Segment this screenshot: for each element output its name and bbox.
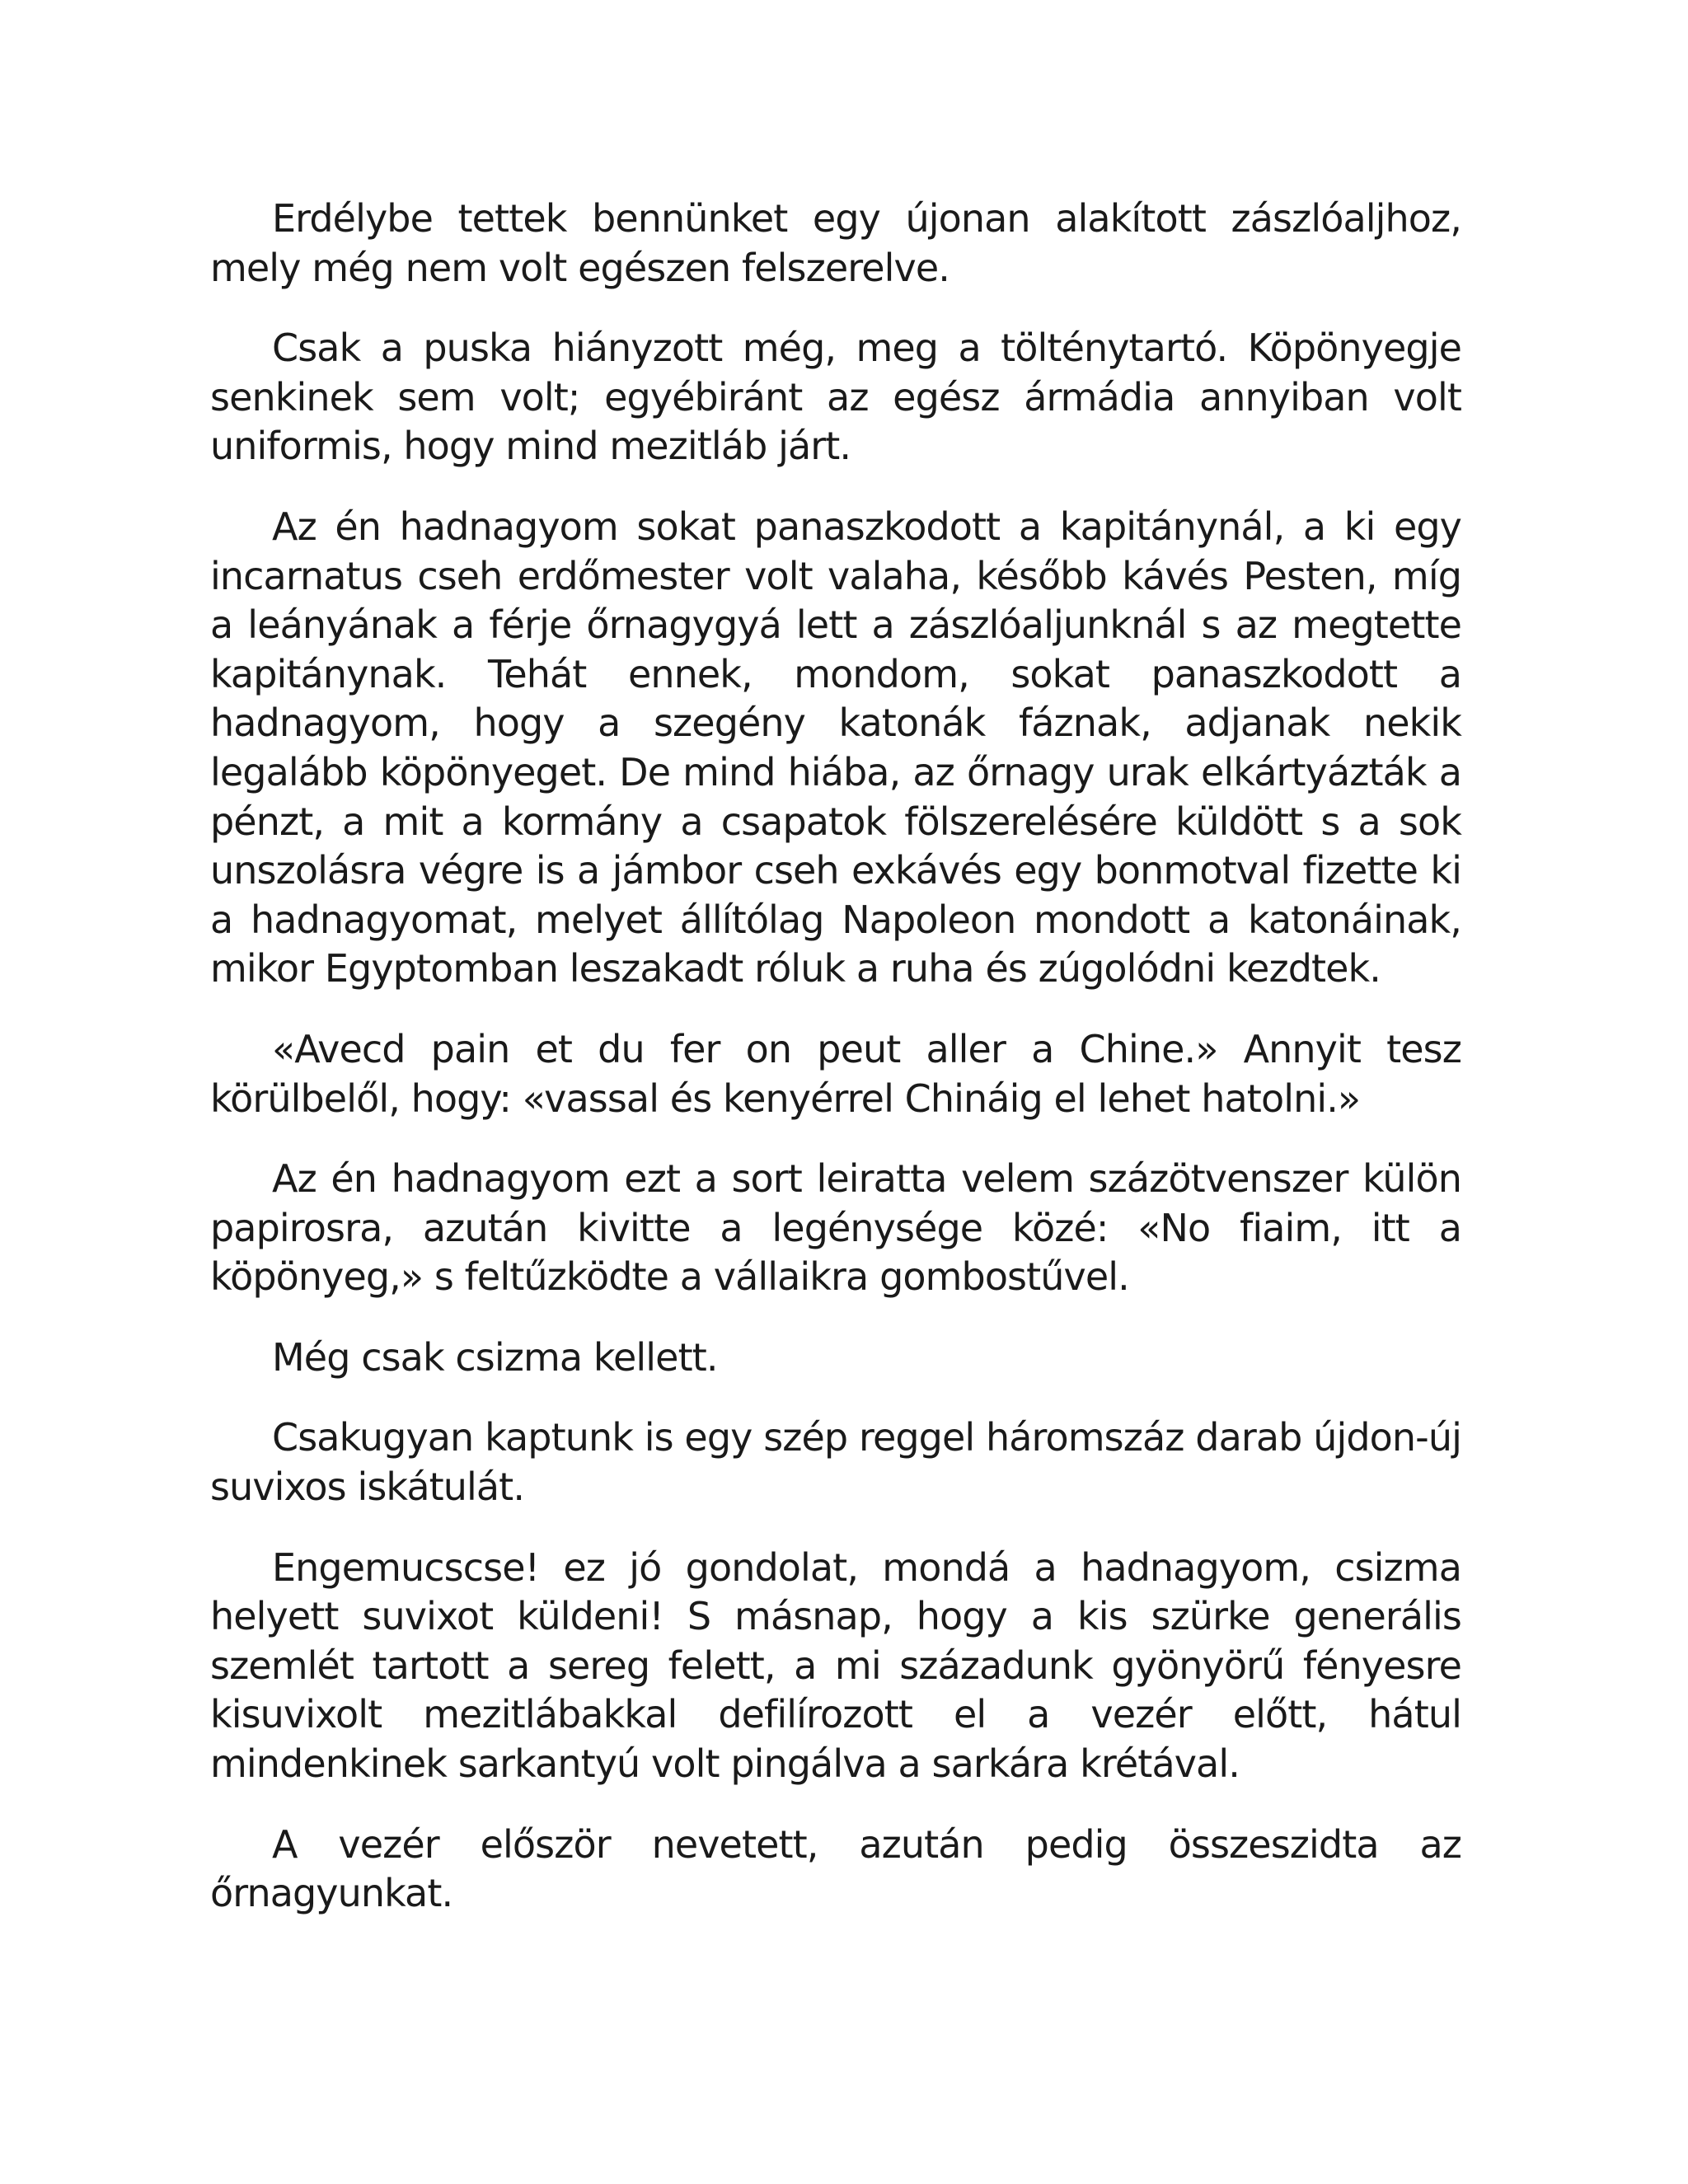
paragraph-4: «Avecd pain et du fer on peut aller a Chine.» Annyit tesz körülbelől, hogy: «vassal és kenyérrel Chináig el lehet hatolni.» xyxy=(210,1026,1461,1121)
paragraph-6: Még csak csizma kellett. xyxy=(272,1334,718,1380)
paragraph-9: A vezér először nevetett, azután pedig összeszidta az őrnagyunkat. xyxy=(210,1821,1461,1916)
paragraph-7: Csakugyan kaptunk is egy szép reggel háromszáz darab újdon-új suvixos iskátulát. xyxy=(210,1415,1461,1510)
body-text xyxy=(210,194,1461,1950)
paragraph-8: Engemucscse! ez jó gondolat, mondá a hadnagyom, csizma helyett suvixot küldeni! S másnap, hogy a kis szürke generális szemlét tartott a sereg felett, a mi századunk gyönyörű fényesre kisuvixolt mezitlábakkal defilírozott el a vezér előtt, hátul mindenkinek sarkantyú volt pingálva a sarkára krétával. xyxy=(210,1544,1461,1787)
paragraph-2: Csak a puska hiányzott még, meg a tölténytartó. Köpönyegje senkinek sem volt; egyébiránt az egész ármádia annyiban volt uniformis, hogy mind mezitláb járt. xyxy=(210,326,1461,469)
paragraph-3: Az én hadnagyom sokat panaszkodott a kapitánynál, a ki egy incarnatus cseh erdőmester volt valaha, később kávés Pesten, míg a leányának a férje őrnagygyá lett a zászlóaljunknál s az megtette kapitánynak. Tehát ennek, mondom, sokat panaszkodott a hadnagyom, hogy a szegény katonák fáznak, adjanak nekik legalább köpönyeget. De mind hiába, az őrnagy urak elkártyázták a pénzt, a mit a kormány a csapatok fölszerelésére küldött s a sok unszolásra végre is a jámbor cseh exkávés egy bonmotval fizette ki a hadnagyomat, melyet állítólag Napoleon mondott a katonáinak, mikor Egyptomban leszakadt róluk a ruha és zúgolódni kezdtek. xyxy=(210,504,1461,991)
paragraph-5: Az én hadnagyom ezt a sort leiratta velem százötvenszer külön papirosra, azután kivitte a legénysége közé: «No fiaim, itt a köpönyeg,» s feltűzködte a vállaikra gombostűvel. xyxy=(210,1156,1461,1300)
paragraph-1: Erdélybe tettek bennünket egy újonan alakított zászlóaljhoz, mely még nem volt egészen felszerelve. xyxy=(210,196,1461,290)
